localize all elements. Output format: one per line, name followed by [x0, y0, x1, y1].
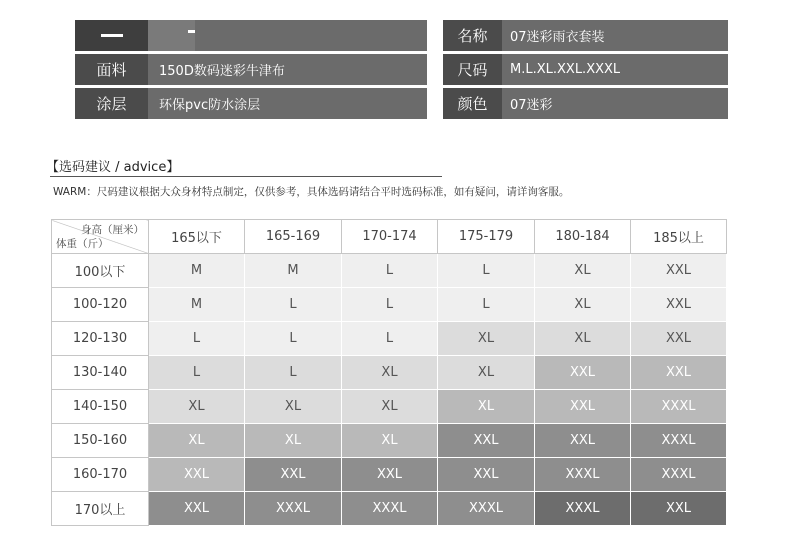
spec-label: 涂层: [75, 88, 148, 119]
spec-row-fabric: [75, 54, 427, 85]
advice-title: 【选码建议 / advice】: [46, 160, 180, 175]
spec-value: 150D数码迷彩牛津布: [159, 64, 285, 79]
size-cell: L: [342, 254, 438, 288]
spec-value: 07迷彩雨衣套装: [510, 30, 605, 45]
size-table-body: [52, 254, 727, 526]
header-row: [52, 220, 727, 254]
size-cell: XXL: [631, 288, 727, 322]
height-axis-label: 身高（厘米）: [81, 224, 144, 236]
size-cell: XL: [245, 424, 342, 458]
spec-row-color: [443, 88, 728, 119]
size-cell: L: [245, 356, 342, 390]
weight-axis-label: 体重（斤）: [56, 238, 109, 250]
size-cell: XXL: [342, 458, 438, 492]
weight-header: 100-120: [52, 288, 149, 322]
table-row: [52, 492, 727, 526]
weight-header: 140-150: [52, 390, 149, 424]
size-cell: XXXL: [342, 492, 438, 526]
size-cell: L: [342, 322, 438, 356]
size-cell: M: [149, 288, 245, 322]
table-row: [52, 356, 727, 390]
size-cell: XL: [535, 288, 631, 322]
table-row: [52, 322, 727, 356]
size-cell: XXXL: [631, 458, 727, 492]
weight-header: 120-130: [52, 322, 149, 356]
spec-value: 07迷彩: [510, 98, 553, 113]
spec-label: [75, 20, 148, 51]
dash-mark-icon: [188, 30, 195, 33]
size-cell: XL: [245, 390, 342, 424]
dash-mark-icon: [101, 34, 123, 37]
table-row: [52, 458, 727, 492]
size-cell: XXXL: [631, 424, 727, 458]
spec-label: 名称: [443, 20, 502, 51]
size-cell: L: [245, 288, 342, 322]
weight-header: 170以上: [52, 492, 149, 526]
size-cell: XXL: [245, 458, 342, 492]
size-cell: XXXL: [535, 458, 631, 492]
size-cell: XL: [342, 390, 438, 424]
size-cell: XL: [535, 254, 631, 288]
height-header: 165以下: [149, 220, 245, 254]
spec-label: 面料: [75, 54, 148, 85]
spec-row-name: [443, 20, 728, 51]
size-cell: XL: [149, 390, 245, 424]
weight-header: 100以下: [52, 254, 149, 288]
table-row: [52, 254, 727, 288]
height-header: 180-184: [535, 220, 631, 254]
spec-row-coating: [75, 88, 427, 119]
table-row: [52, 424, 727, 458]
size-cell: XXXL: [631, 390, 727, 424]
size-cell: XXL: [535, 356, 631, 390]
size-cell: XXXL: [245, 492, 342, 526]
size-cell: M: [245, 254, 342, 288]
height-header: 185以上: [631, 220, 727, 254]
size-cell: XXXL: [535, 492, 631, 526]
spec-label: 颜色: [443, 88, 502, 119]
size-cell: XL: [342, 424, 438, 458]
spec-value: 环保pvc防水涂层: [159, 98, 261, 113]
size-cell: XXL: [631, 356, 727, 390]
size-cell: XXL: [438, 424, 535, 458]
warm-note: WARM：尺码建议根据大众身材特点制定，仅供参考，具体选码请结合平时选码标准，如有疑问，请详询客服。: [53, 186, 570, 198]
size-cell: XL: [149, 424, 245, 458]
table-corner: [52, 220, 149, 254]
size-cell: XXL: [631, 492, 727, 526]
size-cell: M: [149, 254, 245, 288]
size-cell: XXL: [631, 322, 727, 356]
height-header: 175-179: [438, 220, 535, 254]
size-cell: L: [342, 288, 438, 322]
size-cell: L: [245, 322, 342, 356]
table-row: [52, 390, 727, 424]
table-row: [52, 288, 727, 322]
size-cell: XL: [438, 390, 535, 424]
spec-label: 尺码: [443, 54, 502, 85]
weight-header: 130-140: [52, 356, 149, 390]
size-cell: XXL: [631, 254, 727, 288]
size-cell: XL: [438, 356, 535, 390]
size-cell: L: [438, 288, 535, 322]
spec-value: M.L.XL.XXL.XXXL: [510, 62, 621, 77]
height-header: 165-169: [245, 220, 342, 254]
size-cell: L: [149, 322, 245, 356]
size-cell: XXL: [535, 390, 631, 424]
spec-row-size: [443, 54, 728, 85]
size-cell: XL: [535, 322, 631, 356]
size-cell: XXL: [149, 458, 245, 492]
size-cell: XXXL: [438, 492, 535, 526]
spec-value: [148, 20, 195, 51]
size-cell: XL: [342, 356, 438, 390]
size-cell: XL: [438, 322, 535, 356]
size-cell: L: [438, 254, 535, 288]
size-cell: L: [149, 356, 245, 390]
height-header: 170-174: [342, 220, 438, 254]
weight-header: 160-170: [52, 458, 149, 492]
size-cell: XXL: [149, 492, 245, 526]
weight-header: 150-160: [52, 424, 149, 458]
advice-divider: [50, 176, 442, 177]
size-cell: XXL: [438, 458, 535, 492]
size-table: [51, 219, 727, 526]
size-cell: XXL: [535, 424, 631, 458]
spec-row-blank: [75, 20, 427, 51]
